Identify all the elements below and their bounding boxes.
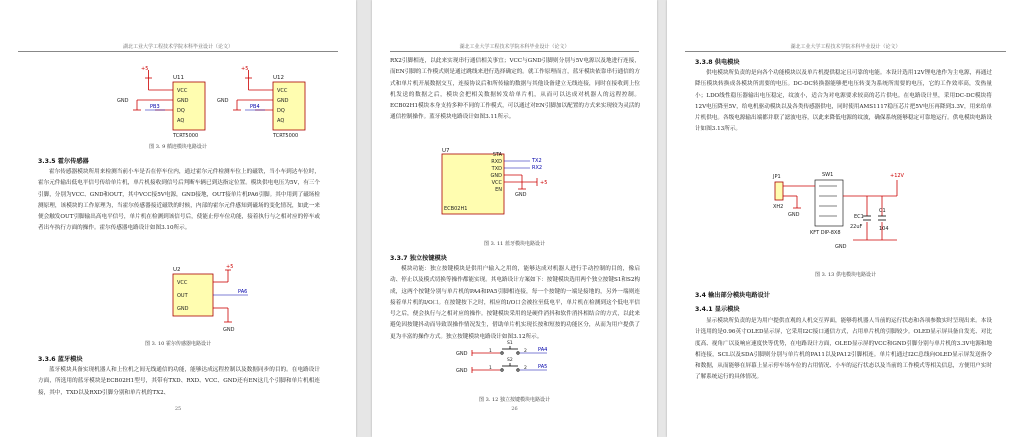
- figure-3-13-caption: 图 3. 13 供电模块电路设计: [815, 272, 876, 278]
- svg-text:OUT: OUT: [177, 293, 188, 299]
- tx2-label: TX2: [532, 158, 542, 164]
- page-number: 26: [511, 406, 518, 412]
- heading-3-3-7: 3.3.7 独立按键模块: [390, 255, 447, 262]
- pwr-label-2: +5: [241, 66, 249, 72]
- heading-3-3-6: 3.3.6 蓝牙模块: [38, 356, 83, 363]
- header-divider: [390, 51, 639, 52]
- bt-gnd: GND: [515, 192, 527, 198]
- svg-text:STA: STA: [492, 152, 502, 158]
- svg-text:DQ: DQ: [177, 108, 185, 114]
- s2-pin1: 1: [489, 366, 492, 371]
- s1-pin1: 1: [489, 349, 492, 354]
- page-25: [0, 0, 356, 437]
- tracking-circuit-diagram: [0, 60, 356, 170]
- page-header: 湖北工业大学工程技术学院本科毕业设计（论文）: [459, 44, 570, 50]
- figure-3-10-caption: 图 3. 10 霍尔传感器电路设计: [145, 341, 211, 347]
- svg-text:GND: GND: [177, 98, 189, 104]
- bt-pwr: +5: [540, 180, 548, 186]
- s1-gnd: GND: [456, 351, 468, 357]
- pwr-label-1: +5: [141, 66, 149, 72]
- tcrt-label-1: TCRT5000: [173, 133, 199, 139]
- hall-gnd: GND: [223, 327, 235, 333]
- svg-text:VCC: VCC: [491, 180, 502, 186]
- rail-12v: +12V: [890, 173, 904, 179]
- pb3-label: PB3: [150, 104, 160, 110]
- figure-3-9-caption: 图 3. 9 循迹模块电路设计: [149, 144, 207, 150]
- display-paragraph: 显示模块所负责的是为用户提供直观的人机交互界面，能够将机器人当前的运行状态和各项参数实时呈现出来。本设计选用的是0.96英寸OLED显示屏，它采用I2C接口通信方式，占用单片机的引脚较少。OLED显示屏具备自发光、对比度高、视角广以及响应速度快等优势，在电路设计方面，OLED显示屏的VCC和GND引脚分别与单片机的3.3V电源和地相连接，SCL以及SDA引脚则分别与单片机的PA11以及PA12引脚相连。单片机通过I2C总线向OLED显示屏发送指令和数据，从而能够在屏幕上显示停车场车位的占用情况、小车的运行状态以及当前的工作模式等相关信息，方便用户实时了解系统运行的具体情况。: [695, 318, 992, 381]
- bluetooth-paragraph: 蓝牙模块具备实现机器人和上位机之间无线通信的功能，能够达成远程控制以及数据同步的目的。在电路设计方面，所选用的蓝牙模块是ECB02H1型号，其带有TXD、RXD、VCC、GND还有EN这几个引脚和单片机相连接，其中，TXD以及RXD引脚分别和单片机的TX2、: [38, 367, 320, 396]
- svg-text:VCC: VCC: [177, 280, 188, 286]
- svg-text:AQ: AQ: [177, 118, 185, 124]
- ec1-label: EC1: [854, 214, 864, 220]
- heading-3-3-8: 3.3.8 供电模块: [695, 59, 740, 66]
- svg-text:VCC: VCC: [177, 88, 188, 94]
- ecb02h1-label: ECB02H1: [444, 206, 468, 212]
- gnd-label-2: GND: [217, 98, 229, 104]
- pa5-label: PA5: [538, 364, 548, 370]
- page-27: [667, 0, 1024, 437]
- pa4-label: PA4: [538, 347, 548, 353]
- s2-label: S2: [507, 358, 513, 363]
- s1-label: S1: [507, 341, 513, 346]
- bluetooth-circuit-diagram: [372, 144, 657, 234]
- c1-label: C1: [879, 208, 886, 214]
- svg-text:EN: EN: [495, 187, 502, 193]
- tcrt-label-2: TCRT5000: [273, 133, 299, 139]
- u12-label: U12: [273, 75, 285, 81]
- header-divider: [18, 51, 338, 52]
- pb4-label: PB4: [250, 104, 260, 110]
- page-number: 25: [174, 406, 182, 412]
- heading-3-4: 3.4 输出部分模块电路设计: [695, 292, 770, 299]
- svg-text:VCC: VCC: [277, 88, 288, 94]
- gnd-label-1: GND: [117, 98, 129, 104]
- s2-pin2: 2: [524, 366, 527, 371]
- key-paragraph: 模块功能：独立按键模块是供用户输入之用的，能够达成对机器人进行手动控制的目的，像启动、停止以及模式切换等操作都能实现。其电路设计方案如下：按键模块选用两个独立按键S1和S2构成，这两个按键分别与单片机的PA4和PA5引脚相连接，每一个按键的一端是接地的，另外一端则连接着单片机的I/O口。在按键按下之时，相应的I/O口会被拉至低电平，单片机在检测到这个低电平信号之后，便会执行与之相对应的操作。按键模块采用的是硬件消抖和软件消抖相结合的方式，以此来避免因按键抖动而导致误操作情况发生，借助单片机实现长按和短按的功能区分，从而为用户提供了更为丰富的操作方式。独立按键模块电路设计如图3.12所示。: [390, 266, 640, 340]
- c1-value: 104: [879, 226, 889, 232]
- s1-pin2: 2: [524, 349, 527, 354]
- rx2-label: RX2: [532, 165, 543, 171]
- power-paragraph: 供电模块所负责的是向各个功能模块以及单片机提供稳定且可靠的电能。本设计选用12V锂电池作为主电源，再通过降压模块转换成各模块所需要的电压。DC-DC转换器能够把电压转变为系统所需要的电压，它的工作效率高，发热量小；LDO线性稳压器输出电压稳定，纹波小，适合为对电源要求较高的芯片供电。在电路设计里，采用DC-DC模块将12V电压降至5V，给电机驱动模块以及各类传感器供电，同时使用AMS1117稳压芯片把5V电压再降到3.3V，用来给单片机供电。各级电源输出端都并联了滤波电容，以此来降低电源的纹波，确保系统能够稳定可靠地运行。供电模块电路设计如图3.13所示。: [695, 70, 992, 133]
- jp1-label: JP1: [773, 174, 781, 180]
- svg-text:GND: GND: [277, 98, 289, 104]
- svg-text:RXD: RXD: [491, 159, 502, 165]
- sw1-label: SW1: [822, 172, 834, 178]
- kft-label: KFT DIP-8X8: [810, 230, 841, 236]
- pwr-gnd-1: GND: [788, 212, 800, 218]
- hall-circuit-diagram: [0, 262, 356, 342]
- pwr-gnd-2: GND: [835, 244, 847, 250]
- power-circuit-diagram: [667, 168, 1024, 268]
- s2-gnd: GND: [456, 368, 468, 374]
- bluetooth-paragraph-cont: RX2引脚相连，以此来实现串行通信相关事宜；VCC与GND引脚则分别与5V电源以及地进行连接，而EN引脚的工作模式则是通过跳线来进行选择确定的。就工作原理而言，蓝牙模块依靠串行通信的方式和单片机开展数据交互，连接协议后和所传输的数据与其他设备建立无线连接，同时在接收到上位机发送的数据之后，模块会把相关数据转发给单片机，从而可以达成对机器人的远程控制。ECB02H1模块本身支持多种不同的工作模式，可以通过对EN引脚加以配置的方式来实现较为灵活的通信控制操作。蓝牙模块电路设计如图3.11所示。: [390, 58, 640, 121]
- svg-text:DQ: DQ: [277, 108, 285, 114]
- svg-text:TXD: TXD: [491, 166, 502, 172]
- key-circuit-diagram: [372, 342, 657, 402]
- figure-3-12-caption: 图 3. 12 独立按键模块电路设计: [479, 397, 550, 403]
- svg-text:GND: GND: [177, 306, 189, 312]
- hall-pwr: +5: [226, 264, 234, 270]
- xh2-label: XH2: [773, 204, 784, 210]
- pa6-label: PA6: [238, 289, 248, 295]
- heading-3-4-1: 3.4.1 显示模块: [695, 306, 740, 313]
- figure-3-11-caption: 图 3. 11 蓝牙模块电路设计: [484, 241, 545, 247]
- u11-label: U11: [173, 75, 185, 81]
- header-divider: [685, 51, 1006, 52]
- page-header: 湖北工业大学工程技术学院本科毕业设计（论文）: [790, 44, 901, 50]
- page-26: [372, 0, 657, 437]
- u7-label: U7: [442, 148, 450, 154]
- heading-3-3-5: 3.3.5 霍尔传感器: [38, 158, 89, 165]
- page-header: 湖北工业大学工程技术学院本科毕业设计（论文）: [122, 44, 233, 50]
- hall-paragraph: 霍尔传感器模块所用来检测当前小车是否在停车位内，通过霍尔元件检测车位上的磁铁，当小车到达车位时，霍尔元件输出低电平信号传给单片机，单片机接收到信号后判断车辆已到达指定位置。模块供电电压为5V，有三个引脚，分别为VCC、GND和OUT，其中VCC接5V电源，GND接地，OUT接单片机PA6引脚。其中用到了磁场检测原理，该模块的工作原理为，当霍尔传感器接近磁铁的时候，内部的霍尔元件感知到磁场的变化情况，如此一来便会触发OUT引脚输出高电平信号，单片机在检测到该信号后，使能止停车位功能，接着执行与之相对应的停车或者出车执行方面的操作。霍尔传感器电路设计如图3.10所示。: [38, 169, 320, 232]
- u2-label: U2: [173, 267, 181, 273]
- svg-text:GND: GND: [490, 173, 502, 179]
- svg-text:AQ: AQ: [277, 118, 285, 124]
- ec1-value: 22uF: [850, 224, 863, 230]
